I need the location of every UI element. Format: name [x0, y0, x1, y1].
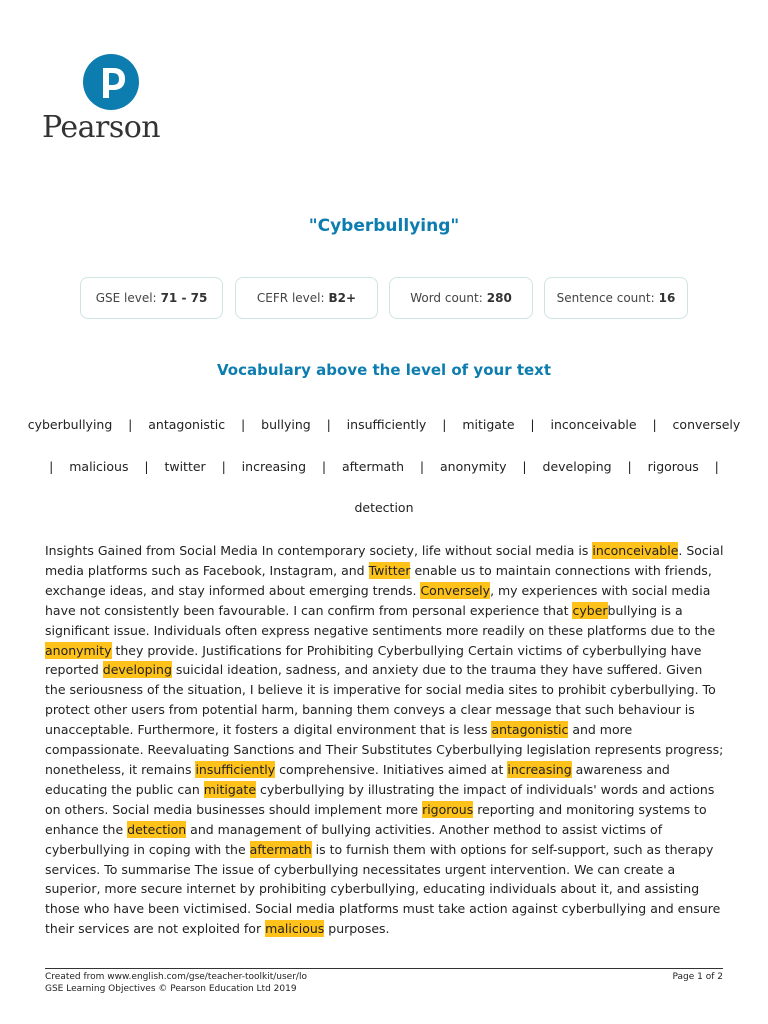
highlighted-vocab-word: aftermath [249, 841, 312, 857]
stat-value: 280 [486, 291, 512, 305]
highlighted-vocab-word: increasing [507, 761, 572, 777]
highlighted-vocab-word: rigorous [422, 801, 474, 817]
highlighted-vocab-word: cyber [572, 602, 608, 618]
highlighted-vocab-word: malicious [265, 921, 325, 937]
highlighted-vocab-word: detection [127, 821, 187, 837]
stat-label: GSE level: [95, 291, 157, 305]
vocabulary-line: | malicious | twitter | increasing | aftermath | anonymity | developing | rigorous | [49, 459, 719, 474]
vocabulary-line: detection [354, 500, 414, 515]
document-title: "Cyberbullying" [308, 216, 460, 236]
highlighted-vocab-word: Conversely [420, 582, 491, 598]
body-text-segment: cyberbullying by illustrating the impact of individuals' words and actions on others. Social media businesses should implement more [45, 781, 715, 817]
vocabulary-line: cyberbullying | antagonistic | bullying | insufficiently | mitigate | inconceivable | conversely [27, 417, 741, 432]
stat-sentence-count [544, 277, 688, 319]
brand-wordmark: Pearson [42, 110, 161, 145]
footer-source: Created from www.english.com/gse/teacher-toolkit/user/lo [45, 972, 307, 982]
highlighted-vocab-word: Twitter [368, 562, 411, 578]
body-text-segment: , my experiences with social media have not consistently been favourable. I can confirm from personal experience that [45, 582, 711, 618]
stat-word-count [389, 277, 533, 319]
pearson-logo [42, 54, 182, 146]
highlighted-vocab-word: mitigate [203, 781, 257, 797]
body-text-segment: reporting and monitoring systems to enhance the [45, 801, 707, 837]
body-text-segment: awareness and educating the public can [45, 761, 670, 797]
body-text-segment: purposes. [324, 921, 390, 937]
stat-gse-level [80, 277, 223, 319]
stat-label: Sentence count: [556, 291, 655, 305]
pearson-p-icon [83, 54, 139, 110]
stat-value: 16 [658, 291, 676, 305]
body-text-segment: and more compassionate. Reevaluating Sanctions and Their Substitutes Cyberbullying legislation represents progress; nonetheless, it remains [45, 722, 724, 777]
body-text-segment: Insights Gained from Social Media In contemporary society, life without social media is [45, 543, 593, 558]
body-text-segment: and management of bullying activities. Another method to assist victims of cyberbullying in coping with the [45, 821, 663, 857]
stat-label: Word count: [410, 291, 483, 305]
highlighted-vocab-word: inconceivable [592, 543, 679, 558]
body-text-segment: they provide. Justifications for Prohibiting Cyberbullying Certain victims of cyberbullying have reported [45, 642, 702, 678]
body-text-segment: is to furnish them with options for self-support, such as therapy services. To summarise The issue of cyberbullying necessitates urgent intervention. We can create a superior, more secure internet by prohibiting cyberbullying, educating individuals about it, and assisting those who have been victimised. Social media platforms must take action against cyberbullying and ensure their services are not exploited for [45, 841, 721, 937]
highlighted-vocab-word: antagonistic [491, 722, 569, 738]
footer-copyright: GSE Learning Objectives © Pearson Education Ltd 2019 [45, 984, 297, 994]
highlighted-vocab-word: insufficiently [195, 761, 276, 777]
body-text-segment: comprehensive. Initiatives aimed at [275, 761, 508, 777]
page-number: Page 1 of 2 [672, 972, 723, 982]
highlighted-vocab-word: anonymity [45, 642, 112, 658]
stat-value: B2+ [328, 291, 357, 305]
vocabulary-heading: Vocabulary above the level of your text [216, 361, 552, 379]
essay-body [45, 541, 725, 939]
stat-cefr-level [235, 277, 378, 319]
body-text-segment: bullying is a significant issue. Individuals often express negative sentiments more readily on these platforms due to the [45, 602, 716, 638]
highlighted-vocab-word: developing [102, 662, 172, 678]
body-text-segment: . Social media platforms such as Facebook, Instagram, and [45, 543, 724, 578]
stat-label: CEFR level: [256, 291, 325, 305]
stat-value: 71 - 75 [160, 291, 208, 305]
body-text-segment: suicidal ideation, sadness, and anxiety due to the trauma they have suffered. Given the seriousness of the situation, I believe it is imperative for social media sites to prohibit cyberbullying. To protect other users from potential harm, banning them conveys a clear message that such behaviour is unacceptable. Furthermore, it fosters a digital environment that is less [45, 662, 716, 738]
body-text-segment: enable us to maintain connections with friends, exchange ideas, and stay informed about emerging trends. [45, 562, 712, 598]
footer [45, 968, 723, 994]
